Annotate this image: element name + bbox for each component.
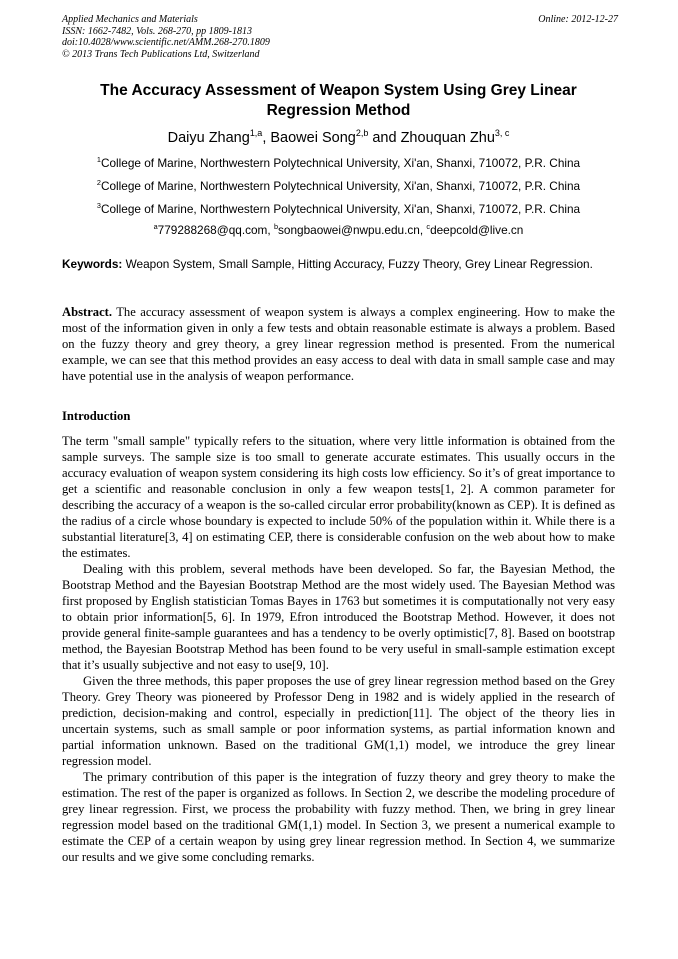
- affiliation-superscript: 1: [96, 155, 101, 165]
- affiliation-text: College of Marine, Northwestern Polytechnical University, Xi'an, Shanxi, 710072, P.R. China: [100, 156, 581, 170]
- body-paragraph: The primary contribution of this paper is the integration of fuzzy theory and grey theory to make the estimation. The rest of the paper is organized as follows. In Section 2, we describe the modeling procedure of grey linear regression. First, we process the probability with fuzzy method. Then, we bring in grey linear regression model based on the traditional GM(1,1) model. In Section 3, we present a numerical example to estimate the CEP of a certain weapon by using grey linear regression method. In Section 4, we summarize our results and we give some concluding remarks.: [62, 770, 615, 864]
- affiliation-text: College of Marine, Northwestern Polytechnical University, Xi'an, Shanxi, 710072, P.R. China: [100, 179, 581, 193]
- paper-title: The Accuracy Assessment of Weapon System Using Grey Linear Regression Method: [100, 82, 577, 119]
- affiliation-superscript: 3: [96, 201, 101, 211]
- author-list: [62, 130, 615, 146]
- author-separator: and: [368, 130, 401, 146]
- online-date: Online: 2012-12-27: [538, 14, 618, 25]
- affiliation-superscript: 2: [96, 178, 101, 188]
- abstract-text: The accuracy assessment of weapon system is always a complex engineering. How to make the most of the information given in only a few tests and obtain reasonable estimate is always a problem. Based on the fuzzy theory and grey theory, a grey linear regression method is presented. From the numerical example, we can see that this method provides an easy access to deal with data in small sample case and may have potential use in the analysis of weapon performance.: [62, 305, 615, 383]
- body-paragraph: Given the three methods, this paper proposes the use of grey linear regression method based on the Grey Theory. Grey Theory was pioneered by Professor Deng in 1982 and is widely applied in the research of prediction, decision-making and control, especially in prediction[11]. The object of the theory lies in uncertain systems, such as small sample or poor information systems, as partial information known and partial information unknown. Based on the traditional GM(1,1) model, we introduce the grey linear regression model.: [62, 674, 615, 768]
- email-line: [62, 223, 615, 237]
- affiliation-1: [62, 156, 615, 170]
- affiliation-2: [62, 179, 615, 193]
- abstract-label: Abstract.: [62, 305, 113, 319]
- email-address: songbaowei@nwpu.edu.cn,: [278, 223, 427, 237]
- keywords-text: Weapon System, Small Sample, Hitting Accuracy, Fuzzy Theory, Grey Linear Regression.: [122, 257, 593, 271]
- abstract: [62, 304, 615, 384]
- email-superscript: c: [426, 222, 431, 232]
- issn-line: ISSN: 1662-7482, Vols. 268-270, pp 1809-1813: [62, 25, 252, 37]
- email-address: deepcold@live.cn: [430, 223, 524, 237]
- author-superscript: 3, c: [494, 128, 510, 139]
- author-superscript: 2,b: [355, 128, 369, 139]
- introduction-body: [62, 433, 615, 865]
- body-paragraph: Dealing with this problem, several methods have been developed. So far, the Bayesian Method, the Bootstrap Method and the Bayesian Bootstrap Method are the most widely used. The Bayesian Method was first proposed by English statistician Tomas Bayes in 1763 but sometimes it is computationally not very easy to obtain prior information[5, 6]. In 1979, Efron introduced the Bootstrap Method. However, it does not provide general finite-sample guarantees and has a tendency to be overly optimistic[7, 8]. Based on bootstrap method, the Bayesian Bootstrap Method has been found to be very useful in small-sample estimation except that it’s usually subjective and not easy to use[9, 10].: [62, 562, 615, 672]
- journal-header: [62, 14, 618, 60]
- journal-name: Applied Mechanics and Materials: [62, 14, 198, 25]
- affiliation-text: College of Marine, Northwestern Polytechnical University, Xi'an, Shanxi, 710072, P.R. China: [100, 202, 581, 216]
- affiliation-3: [62, 202, 615, 216]
- email-superscript: a: [153, 222, 158, 232]
- keywords-label: Keywords:: [62, 257, 123, 271]
- author-separator: ,: [262, 130, 271, 146]
- author-name: Baowei Song: [270, 130, 356, 146]
- author-superscript: 1,a: [249, 128, 263, 139]
- author-name: Daiyu Zhang: [167, 130, 250, 146]
- body-paragraph: The term "small sample" typically refers to the situation, where very little information is obtained from the sample surveys. The sample size is too small to generate accurate estimates. This usually occurs in the accuracy evaluation of weapon system considering its high costs low efficiency. So it’s of great importance to get a scientific and reasonable conclusion in only a few weapon tests[1, 2]. A common parameter for describing the accuracy of a weapon is the so-called circular error probability(known as CEP). It is defined as the radius of a circle whose boundary is expected to include 50% of the population within it. While there is a substantial literature[3, 4] on estimating CEP, there is considerable confusion on the web about how to make the estimates.: [62, 434, 615, 560]
- keywords: [62, 257, 615, 272]
- author-name: Zhouquan Zhu: [400, 130, 495, 146]
- copyright-line: © 2013 Trans Tech Publications Ltd, Switzerland: [62, 48, 260, 60]
- doi-line: doi:10.4028/www.scientific.net/AMM.268-270.1809: [62, 37, 270, 48]
- email-superscript: b: [273, 222, 278, 232]
- section-heading-introduction: Introduction: [62, 409, 131, 423]
- email-address: 779288268@qq.com,: [157, 223, 274, 237]
